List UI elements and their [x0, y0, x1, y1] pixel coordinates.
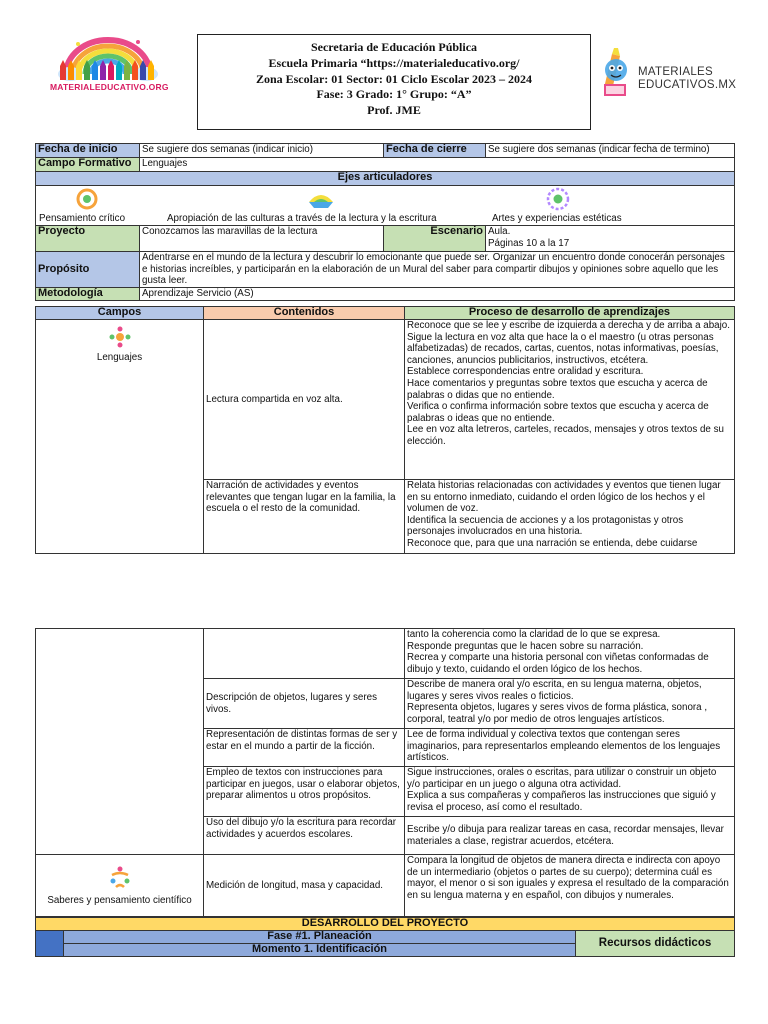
proceso-item: tanto la coherencia como la claridad de lo que se expresa.	[407, 629, 661, 640]
campo-saberes-text: Saberes y pensamiento científico	[47, 894, 192, 906]
contenido-dibujo-escritura: Uso del dibujo y/o la escritura para recordar actividades y acuerdos escolares.	[204, 817, 405, 855]
contenido-lectura-compartida: Lectura compartida en voz alta.	[204, 320, 405, 480]
header-proceso: Proceso de desarrollo de aprendizajes	[405, 307, 735, 320]
eje-apropiacion-culturas: Apropiación de las culturas a través de la lectura y la escritura	[167, 213, 437, 224]
campo-saberes-cell	[36, 855, 204, 917]
header-line-zone: Zona Escolar: 01 Sector: 01 Ciclo Escolar 2023 – 2024	[255, 71, 533, 86]
contenido-instrucciones: Empleo de textos con instrucciones para participar en juegos, usar o elaborar objetos, preparar alimentos u otros propósitos.	[204, 767, 405, 817]
escenario-value	[486, 226, 735, 252]
ejes-row	[36, 186, 735, 226]
proceso-narracion	[405, 480, 735, 554]
campo-formativo-label: Campo Formativo	[36, 158, 140, 172]
proceso-item: Explica a sus compañeras y compañeros las instrucciones que siguió y revisa el proceso, así como el resultado.	[407, 790, 716, 813]
proceso-narracion-continued	[405, 629, 735, 679]
proceso-item: Relata historias relacionadas con actividades y eventos que tienen lugar en su entorno inmediato, cuidando el orden lógico de los hechos y el volumen de voz.	[407, 480, 721, 515]
escenario-label: Escenario	[384, 226, 486, 252]
proceso-item: Escribe y/o dibuja para realizar tareas en casa, recordar mensajes, llevar materiales a clase, registrar acuerdos, etcétera.	[407, 823, 724, 847]
ejes-title: Ejes articuladores	[36, 172, 735, 186]
metodologia-label: Metodología	[36, 288, 140, 301]
momento-identificacion: Momento 1. Identificación	[64, 944, 576, 957]
proceso-item: Reconoce que se lee y escribe de izquierda a derecha y de arriba a abajo.	[407, 320, 730, 331]
right-logo-line1: MATERIALES	[638, 66, 713, 78]
escenario-paginas: Páginas 10 a la 17	[488, 237, 570, 249]
campo-formativo-value: Lenguajes	[140, 158, 735, 172]
pensamiento-critico-icon	[76, 188, 98, 210]
proceso-instrucciones	[405, 767, 735, 817]
proceso-item: Establece correspondencias entre oralidad y escritura.	[407, 366, 644, 378]
campo-lenguajes-text: Lenguajes	[96, 351, 143, 363]
header-campos: Campos	[36, 307, 204, 320]
proceso-item: Lee en voz alta letreros, carteles, recados, mensajes y otros textos de su elección.	[407, 424, 724, 447]
proceso-item: Sigue la lectura en voz alta que hace la o el maestro (u otras personas alfabetizadas) de recados, cartas, cuentos, notas informativas, poesías, canciones, anuncios publicitarios, instructivos, etcétera.	[407, 331, 719, 366]
materiales-educativos-mx-logo	[598, 44, 737, 104]
eje-pensamiento-critico: Pensamiento crítico	[39, 213, 126, 224]
saberes-pensamiento-icon	[108, 865, 132, 891]
proceso-item: Hace comentarios y preguntas sobre textos que escucha y acerca de palabras o didas que no entiende.	[407, 377, 708, 401]
proyecto-value	[140, 226, 384, 252]
contenido-descripcion: Descripción de objetos, lugares y seres vivos.	[204, 679, 405, 729]
campo-lenguajes-continued	[36, 629, 204, 855]
header-line-school: Escuela Primaria “https://materialeducativo.org/	[268, 55, 520, 70]
fecha-cierre-value: Se sugiere dos semanas (indicar fecha de termino)	[486, 144, 735, 158]
proceso-item: Compara la longitud de objetos de manera directa e indirecta con apoyo de un intermediario (objetos o partes de su cuerpo); determina cuál es mayor, el menor o si son iguales y expresa el resultado de la comparación en su lengua materna y en español, con dibujos y numerales.	[407, 855, 729, 901]
pencil-mascot-icon	[598, 44, 638, 104]
materialeducativo-org-logo	[48, 30, 168, 102]
proyecto-label: Proyecto	[36, 226, 140, 252]
proceso-item: Reconoce que, para que una narración se entienda, debe cuidarse	[407, 537, 698, 549]
apropiacion-culturas-icon	[306, 188, 336, 210]
lenguajes-icon	[108, 326, 132, 348]
contenido-medicion: Medición de longitud, masa y capacidad.	[204, 855, 405, 917]
proceso-item: Responde preguntas que le hacen sobre su narración.	[407, 640, 644, 652]
right-logo-text	[638, 66, 736, 92]
proceso-item: Verifica o confirma información sobre textos que escucha y acerca de palabras o ideas que no entiende.	[407, 401, 709, 424]
fecha-inicio-label: Fecha de inicio	[36, 144, 140, 158]
recursos-didacticos: Recursos didácticos	[576, 931, 735, 957]
content-table-page1	[35, 306, 735, 554]
proceso-item: Lee de forma individual y colectiva textos que contengan seres imaginarios, para representarlos empleando elementos de los lenguajes artísticos.	[407, 729, 721, 764]
contenido-narracion-continued	[204, 629, 405, 679]
proceso-dibujo-escritura	[405, 817, 735, 855]
fecha-cierre-label: Fecha de cierre	[384, 144, 486, 158]
proposito-label: Propósito	[36, 252, 140, 288]
proceso-item: Identifica la secuencia de acciones y a los protagonistas y otros personajes involucrados en una historia.	[407, 514, 684, 538]
eje-artes-experiencias: Artes y experiencias estéticas	[492, 213, 622, 224]
proyecto-text: Conozcamos las maravillas de la lectura	[142, 226, 318, 237]
proposito-value: Adentrarse en el mundo de la lectura y descubrir lo emocionante que puede ser. Organizar un encuentro donde conocerán personajes e historias increíbles, y participarán en la elaboración de un Mural del saber para compartir dibujos y opiniones sobre aquello que les gusta leer.	[140, 252, 735, 288]
school-header	[197, 34, 591, 130]
proceso-item: Recrea y comparte una historia personal con viñetas conformadas de dibujo y texto, cuidando el orden lógico de los hechos.	[407, 652, 709, 675]
header-line-teacher: Prof. JME	[367, 103, 421, 118]
fecha-inicio-value: Se sugiere dos semanas (indicar inicio)	[140, 144, 384, 158]
desarrollo-table	[35, 917, 735, 957]
campo-lenguajes-cell	[36, 320, 204, 554]
contenido-narracion: Narración de actividades y eventos relevantes que tengan lugar en la familia, la escuela o el resto de la comunidad.	[204, 480, 405, 554]
proceso-item: Describe de manera oral y/o escrita, en su lengua materna, objetos, lugares y seres vivos reales o ficticios.	[407, 679, 702, 702]
desarrollo-proyecto-title: DESARROLLO DEL PROYECTO	[36, 918, 735, 931]
right-logo-line2: EDUCATIVOS.MX	[638, 79, 737, 91]
planning-table-page1	[35, 143, 735, 301]
proceso-item: Sigue instrucciones, orales o escritas, para utilizar o construir un objeto y/o participar en un juego o alguna otra actividad.	[407, 767, 717, 790]
header-contenidos: Contenidos	[204, 307, 405, 320]
artes-experiencias-icon	[546, 187, 570, 211]
proceso-medicion	[405, 855, 735, 917]
left-logo-text: MATERIALEDUCATIVO.ORG	[50, 82, 169, 92]
proceso-item: Representa objetos, lugares y seres vivos de forma plástica, sonora , corporal, teatral y/o por medio de otros lenguajes artísticos.	[407, 702, 708, 725]
contenido-representacion: Representación de distintas formas de ser y estar en el mundo a partir de la ficción.	[204, 729, 405, 767]
content-table-page2	[35, 628, 735, 917]
desarrollo-side-bar	[36, 931, 64, 957]
proceso-lectura-compartida	[405, 320, 735, 480]
metodologia-value: Aprendizaje Servicio (AS)	[140, 288, 735, 301]
proceso-representacion	[405, 729, 735, 767]
header-line-grade: Fase: 3 Grado: 1° Grupo: “A”	[316, 87, 472, 102]
header-line-sep: Secretaria de Educación Pública	[310, 40, 478, 54]
fase-planeacion: Fase #1. Planeación	[64, 931, 576, 944]
escenario-aula: Aula.	[488, 226, 511, 237]
proceso-descripcion	[405, 679, 735, 729]
